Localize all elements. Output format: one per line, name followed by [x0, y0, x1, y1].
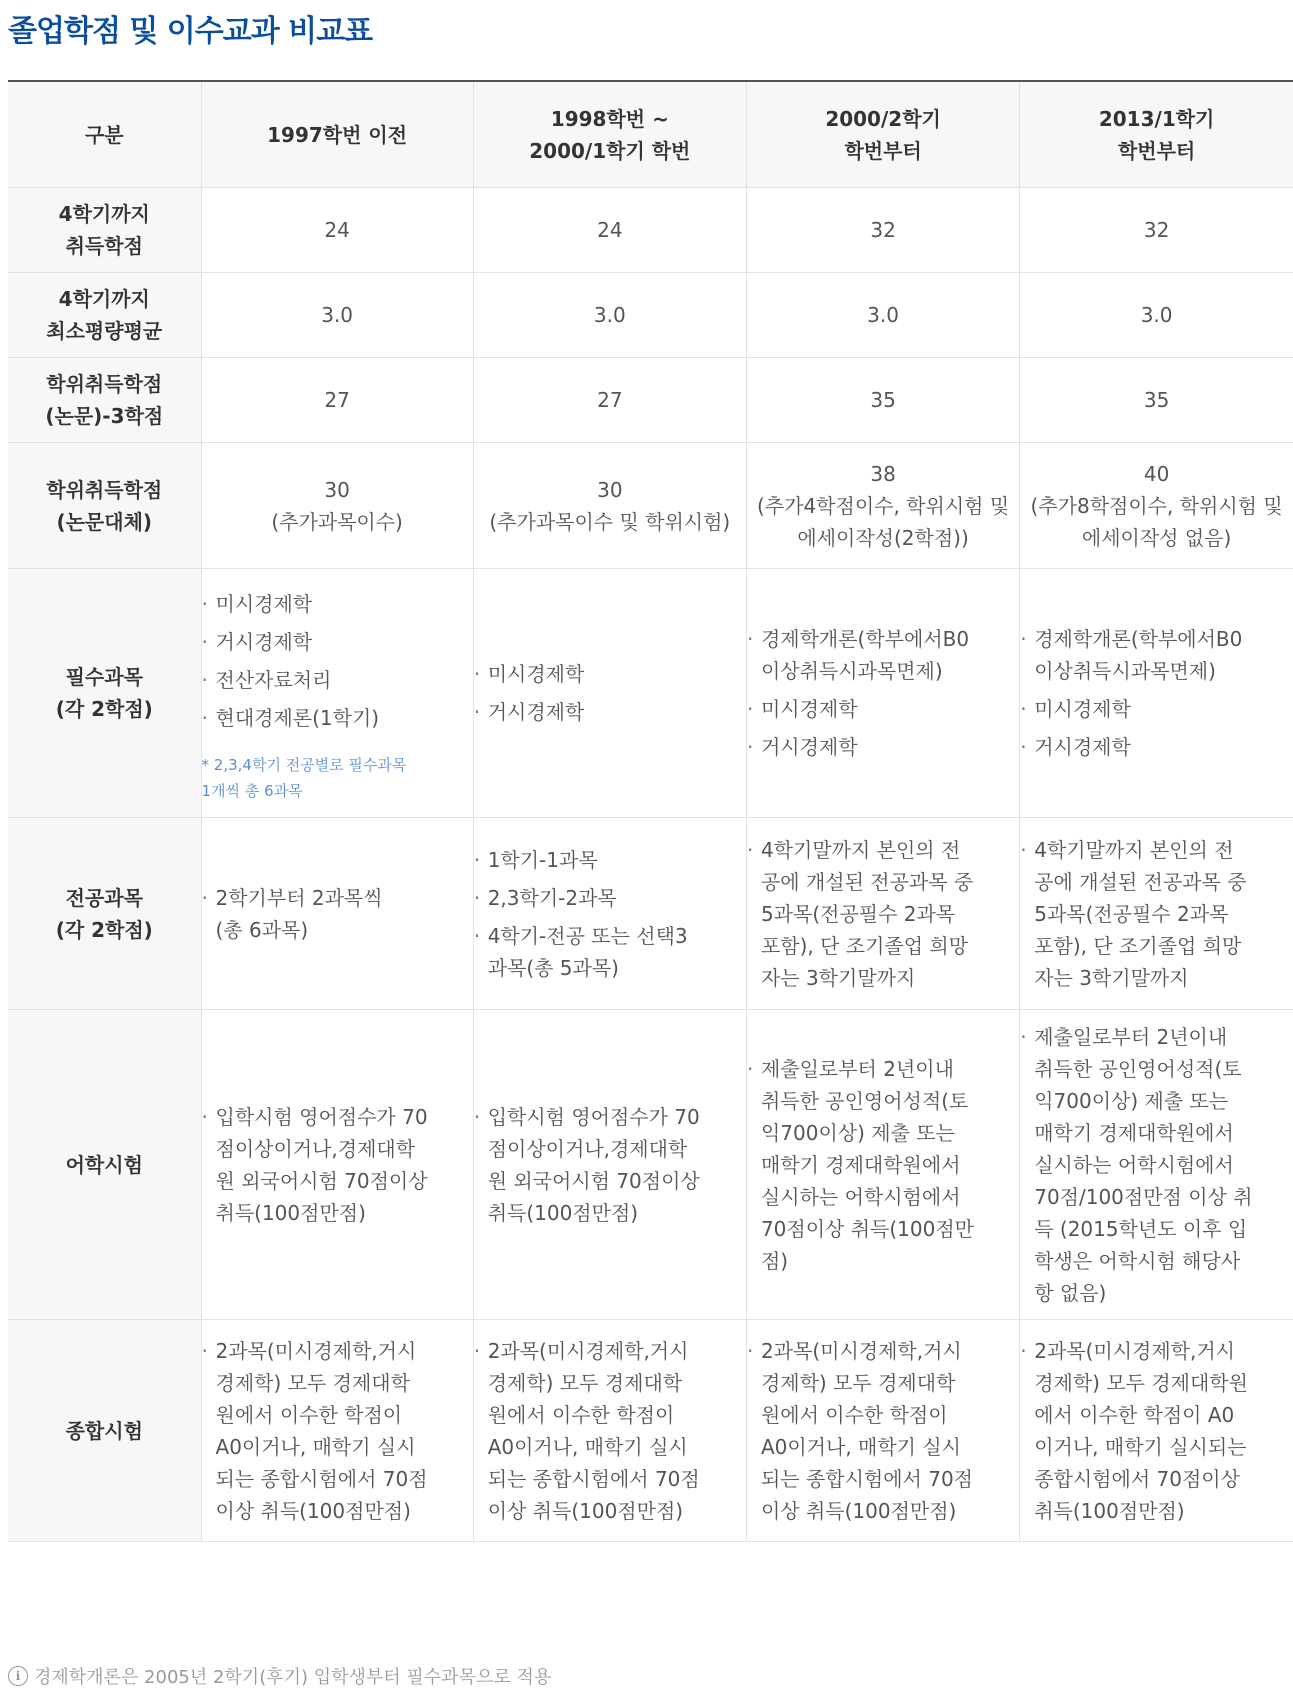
cell-value: 3.0 [1140, 303, 1173, 327]
table-cell [1020, 273, 1293, 358]
list-item: · 입학시험 영어점수가 70 점이상이거나,경제대학 원 외국어시험 70점이상 취득(100점만점) [202, 1101, 473, 1229]
bullet-list [747, 1053, 1019, 1277]
table-row [8, 818, 1293, 1010]
bullet-list [202, 1335, 473, 1527]
list-item: · 현대경제론(1학기) [202, 702, 473, 734]
table-header-row [8, 81, 1293, 188]
table-cell [473, 1320, 746, 1542]
table-cell [201, 1320, 473, 1542]
list-item: · 전산자료처리 [202, 664, 473, 696]
table-row [8, 358, 1293, 443]
cell-value: 30 [597, 477, 623, 502]
bullet-list [202, 882, 473, 946]
row-label: 학위취득학점 (논문대체) [8, 443, 201, 569]
cell-value: 3.0 [867, 303, 899, 327]
row-label: 전공과목 (각 2학점) [8, 818, 201, 1010]
header-2000-2: 2000/2학기 학번부터 [746, 81, 1019, 188]
table-cell [201, 358, 473, 443]
row-label: 4학기까지 최소평량평균 [8, 273, 201, 358]
cell-value: 30 [324, 477, 350, 502]
table-cell [746, 818, 1019, 1010]
cell-value: 32 [1143, 218, 1170, 242]
table-row [8, 443, 1293, 569]
list-item: · 미시경제학 [474, 658, 746, 690]
cell-value: 24 [324, 218, 350, 242]
bullet-list [474, 844, 746, 984]
table-cell [473, 818, 746, 1010]
table-cell [201, 818, 473, 1010]
table-row [8, 188, 1293, 273]
table-cell [1020, 443, 1293, 569]
list-item: · 2과목(미시경제학,거시 경제학) 모두 경제대학 원에서 이수한 학점이 A0이거나, 매학기 실시 되는 종합시험에서 70점 이상 취득(100점만점) [474, 1335, 746, 1527]
list-item: · 2과목(미시경제학,거시 경제학) 모두 경제대학 원에서 이수한 학점이 A0이거나, 매학기 실시 되는 종합시험에서 70점 이상 취득(100점만점) [202, 1335, 473, 1527]
list-item: · 2,3학기-2과목 [474, 882, 746, 914]
cell-value: 27 [324, 388, 350, 412]
cell-subtext: (추가4학점이수, 학위시험 및 에세이작성(2학점)) [757, 493, 1010, 550]
table-cell [473, 443, 746, 569]
bullet-list [747, 1335, 1019, 1527]
list-item: · 경제학개론(학부에서B0 이상취득시과목면제) [1020, 623, 1293, 687]
list-item: · 미시경제학 [202, 588, 473, 620]
list-item: · 미시경제학 [1020, 693, 1293, 725]
list-item: · 거시경제학 [202, 626, 473, 658]
table-row [8, 273, 1293, 358]
list-item: · 2과목(미시경제학,거시 경제학) 모두 경제대학원 에서 이수한 학점이 A0 이거나, 매학기 실시되는 종합시험에서 70점이상 취득(100점만점) [1020, 1335, 1293, 1527]
table-row [8, 1010, 1293, 1320]
list-item: · 4학기말까지 본인의 전 공에 개설된 전공과목 중 5과목(전공필수 2과목 포함), 단 조기졸업 희망 자는 3학기말까지 [747, 834, 1019, 994]
cell-value: 3.0 [321, 303, 353, 327]
table-cell [746, 273, 1019, 358]
bullet-list [1020, 834, 1293, 994]
list-item: · 4학기-전공 또는 선택3 과목(총 5과목) [474, 920, 746, 984]
table-cell [746, 1320, 1019, 1542]
list-item: · 4학기말까지 본인의 전 공에 개설된 전공과목 중 5과목(전공필수 2과목 포함), 단 조기졸업 희망 자는 3학기말까지 [1020, 834, 1293, 994]
list-item: · 경제학개론(학부에서B0 이상취득시과목면제) [747, 623, 1019, 687]
table-cell [473, 1010, 746, 1320]
bullet-list [1020, 1335, 1293, 1527]
list-item: · 1학기-1과목 [474, 844, 746, 876]
list-item: · 입학시험 영어점수가 70 점이상이거나,경제대학 원 외국어시험 70점이상 취득(100점만점) [474, 1101, 746, 1229]
cell-value: 3.0 [593, 303, 626, 327]
row-label: 학위취득학점 (논문)-3학점 [8, 358, 201, 443]
table-cell [473, 188, 746, 273]
cell-subtext: (추가과목이수 및 학위시험) [489, 509, 731, 534]
cell-subtext: (추가8학점이수, 학위시험 및 에세이작성 없음) [1030, 493, 1283, 550]
table-cell [746, 443, 1019, 569]
table-cell [473, 358, 746, 443]
list-item: · 2과목(미시경제학,거시 경제학) 모두 경제대학 원에서 이수한 학점이 A0이거나, 매학기 실시 되는 종합시험에서 70점 이상 취득(100점만점) [747, 1335, 1019, 1527]
footnote [8, 1663, 551, 1689]
table-cell [746, 188, 1019, 273]
cell-value: 24 [597, 218, 623, 242]
table-cell [1020, 188, 1293, 273]
table-cell [1020, 818, 1293, 1010]
comparison-table [8, 80, 1293, 1542]
header-2013-1: 2013/1학기 학번부터 [1020, 81, 1293, 188]
table-row [8, 1320, 1293, 1542]
footnote-text: 경제학개론은 2005년 2학기(후기) 입학생부터 필수과목으로 적용 [34, 1667, 552, 1688]
list-item: · 거시경제학 [1020, 731, 1293, 763]
cell-subtext: (추가과목이수) [271, 509, 403, 534]
bullet-list [202, 1101, 473, 1229]
bullet-list [1020, 1021, 1293, 1309]
bullet-list [474, 658, 746, 728]
cell-value: 35 [870, 388, 896, 412]
table-cell [1020, 1010, 1293, 1320]
page-title: 졸업학점 및 이수교과 비교표 [8, 14, 373, 49]
cell-value: 35 [1143, 388, 1170, 412]
table-cell [201, 1010, 473, 1320]
bullet-list [747, 834, 1019, 994]
list-item: · 2학기부터 2과목씩 (총 6과목) [202, 882, 473, 946]
list-item: · 거시경제학 [747, 731, 1019, 763]
table-cell [201, 273, 473, 358]
table-cell [473, 273, 746, 358]
info-icon: i [8, 1666, 28, 1686]
cell-value: 38 [870, 461, 896, 486]
bullet-list [747, 623, 1019, 763]
row-label: 종합시험 [8, 1320, 201, 1542]
row-label: 어학시험 [8, 1010, 201, 1320]
bullet-list [1020, 623, 1293, 763]
cell-value: 32 [870, 218, 896, 242]
header-before-1997: 1997학번 이전 [201, 81, 473, 188]
list-item: · 제출일로부터 2년이내 취득한 공인영어성적(토 익700이상) 제출 또는 매학기 경제대학원에서 실시하는 어학시험에서 70점/100점만점 이상 취 득 (2015학년도 이후 입 학생은 어학시험 해당사 항 없음) [1020, 1021, 1293, 1309]
list-item: · 제출일로부터 2년이내 취득한 공인영어성적(토 익700이상) 제출 또는 매학기 경제대학원에서 실시하는 어학시험에서 70점이상 취득(100점만 점) [747, 1053, 1019, 1277]
table-cell [201, 443, 473, 569]
bullet-list [474, 1335, 746, 1527]
requirement-note: * 2,3,4학기 전공별로 필수과목 1개씩 총 6과목 [201, 756, 407, 800]
table-cell [473, 569, 746, 818]
table-cell [746, 1010, 1019, 1320]
table-cell [1020, 569, 1293, 818]
bullet-list [474, 1101, 746, 1229]
cell-value: 27 [597, 388, 623, 412]
row-label: 필수과목 (각 2학점) [8, 569, 201, 818]
table-cell [1020, 1320, 1293, 1542]
table-cell [746, 358, 1019, 443]
list-item: · 미시경제학 [747, 693, 1019, 725]
list-item: · 거시경제학 [474, 696, 746, 728]
table-cell [201, 188, 473, 273]
bullet-list [202, 588, 473, 734]
cell-value: 40 [1143, 461, 1170, 486]
table-row [8, 569, 1293, 818]
row-label: 4학기까지 취득학점 [8, 188, 201, 273]
table-cell [201, 569, 473, 818]
table-cell [1020, 358, 1293, 443]
header-1998-2000-1: 1998학번 ~ 2000/1학기 학번 [473, 81, 746, 188]
table-cell [746, 569, 1019, 818]
header-category: 구분 [8, 81, 201, 188]
